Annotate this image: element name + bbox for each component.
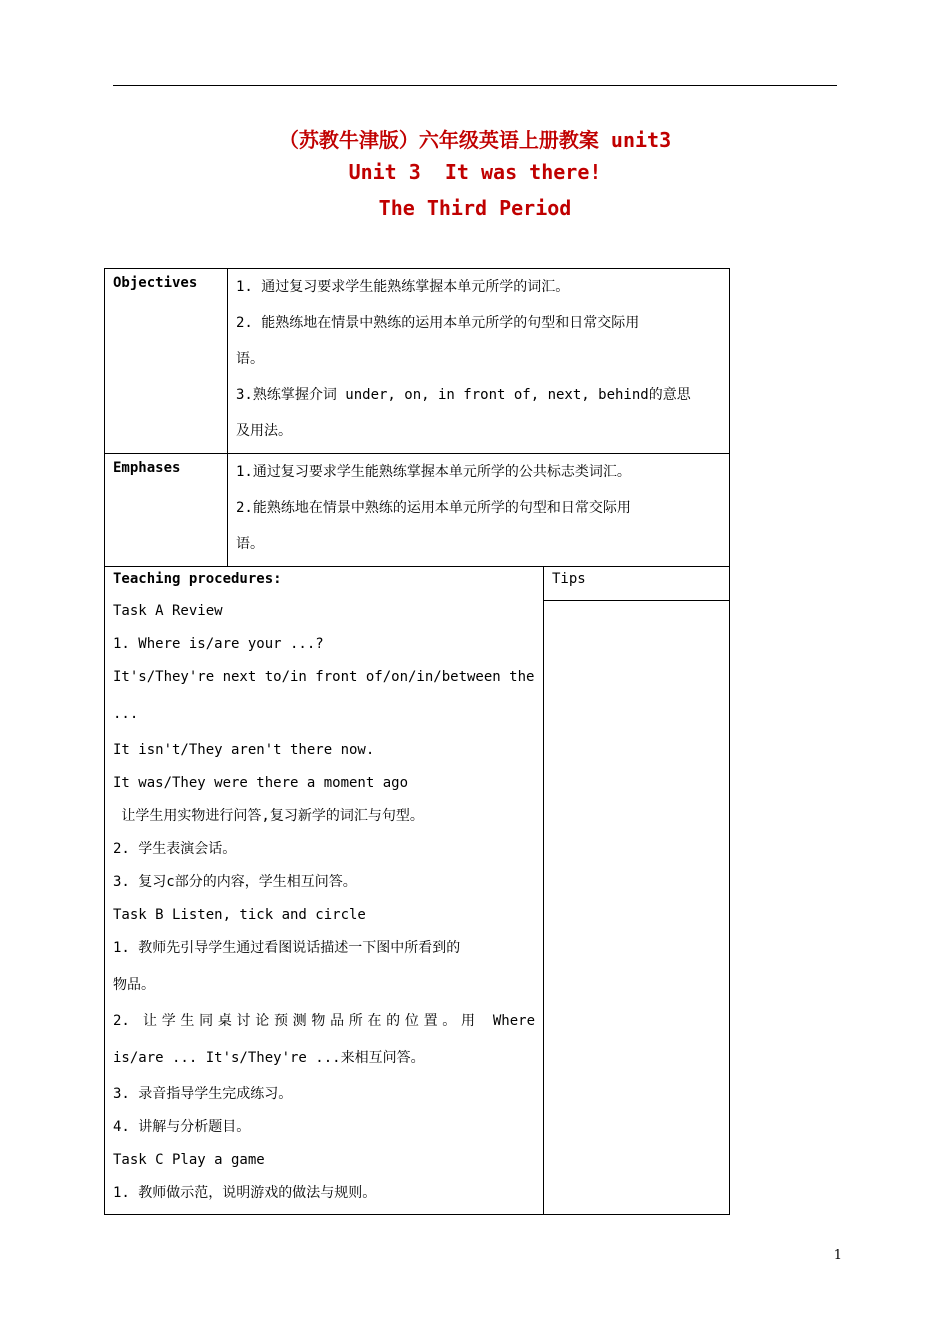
document-title: （苏教牛津版）六年级英语上册教案 unit3 bbox=[278, 128, 672, 152]
procedure-line: Task B Listen, tick and circle bbox=[113, 907, 366, 923]
emphases-row bbox=[105, 454, 730, 567]
procedure-line: 物品。 bbox=[113, 977, 155, 993]
procedure-line: 4. 讲解与分析题目。 bbox=[113, 1119, 251, 1135]
objective-item: 3.熟练掌握介词 under, on, in front of, next, behind的意思 bbox=[236, 387, 691, 403]
emphasis-item: 语。 bbox=[236, 536, 264, 552]
objective-item: 语。 bbox=[236, 351, 264, 367]
procedure-line: 1. 教师做示范，说明游戏的做法与规则。 bbox=[113, 1185, 377, 1201]
tips-content-cell bbox=[544, 601, 730, 1215]
procedure-line: is/are ... It's/They're ...来相互问答。 bbox=[113, 1050, 425, 1066]
objective-item: 1. 通过复习要求学生能熟练掌握本单元所学的词汇。 bbox=[236, 279, 570, 295]
procedure-line: Task C Play a game bbox=[113, 1152, 265, 1168]
procedures-label: Teaching procedures: bbox=[113, 571, 282, 587]
emphases-content-cell bbox=[228, 454, 730, 567]
tips-header-cell bbox=[544, 567, 730, 601]
objectives-content-cell bbox=[228, 269, 730, 454]
procedure-line: 1. 教师先引导学生通过看图说话描述一下图中所看到的 bbox=[113, 940, 461, 956]
lesson-plan-table bbox=[104, 268, 730, 1215]
procedure-line: 2. 让学生同桌讨论预测物品所在的位置。用 Where bbox=[113, 1013, 535, 1029]
procedure-line: 2. 学生表演会话。 bbox=[113, 841, 237, 857]
procedure-line: It was/They were there a moment ago bbox=[113, 775, 409, 791]
tips-label: Tips bbox=[552, 571, 586, 587]
procedure-line: 让学生用实物进行问答,复习新学的词汇与句型。 bbox=[113, 808, 424, 824]
objectives-label: Objectives bbox=[113, 275, 198, 291]
page-number: 1 bbox=[833, 1248, 842, 1263]
objective-item: 及用法。 bbox=[236, 423, 292, 439]
emphases-label: Emphases bbox=[113, 460, 181, 476]
objective-item: 2. 能熟练地在情景中熟练的运用本单元所学的句型和日常交际用 bbox=[236, 315, 640, 331]
period-title: The Third Period bbox=[378, 196, 572, 220]
procedures-cell bbox=[105, 567, 544, 1215]
procedure-line: Task A Review bbox=[113, 603, 223, 619]
emphasis-item: 1.通过复习要求学生能熟练掌握本单元所学的公共标志类词汇。 bbox=[236, 464, 631, 480]
procedure-line: 3. 复习c部分的内容，学生相互问答。 bbox=[113, 874, 357, 890]
unit-title: Unit 3 It was there! bbox=[348, 160, 602, 184]
procedure-line: 3. 录音指导学生完成练习。 bbox=[113, 1086, 293, 1102]
emphases-label-cell bbox=[105, 454, 228, 567]
emphasis-item: 2.能熟练地在情景中熟练的运用本单元所学的句型和日常交际用 bbox=[236, 500, 631, 516]
procedure-line: It's/They're next to/in front of/on/in/between the bbox=[113, 669, 535, 685]
procedure-line: 1. Where is/are your ...? bbox=[113, 636, 324, 652]
header-rule bbox=[113, 85, 837, 86]
procedure-line: It isn't/They aren't there now. bbox=[113, 742, 375, 758]
objectives-label-cell bbox=[105, 269, 228, 454]
procedures-header-row bbox=[105, 567, 730, 601]
procedures-lines bbox=[113, 595, 535, 1210]
procedure-line: ... bbox=[113, 706, 139, 722]
objectives-row bbox=[105, 269, 730, 454]
